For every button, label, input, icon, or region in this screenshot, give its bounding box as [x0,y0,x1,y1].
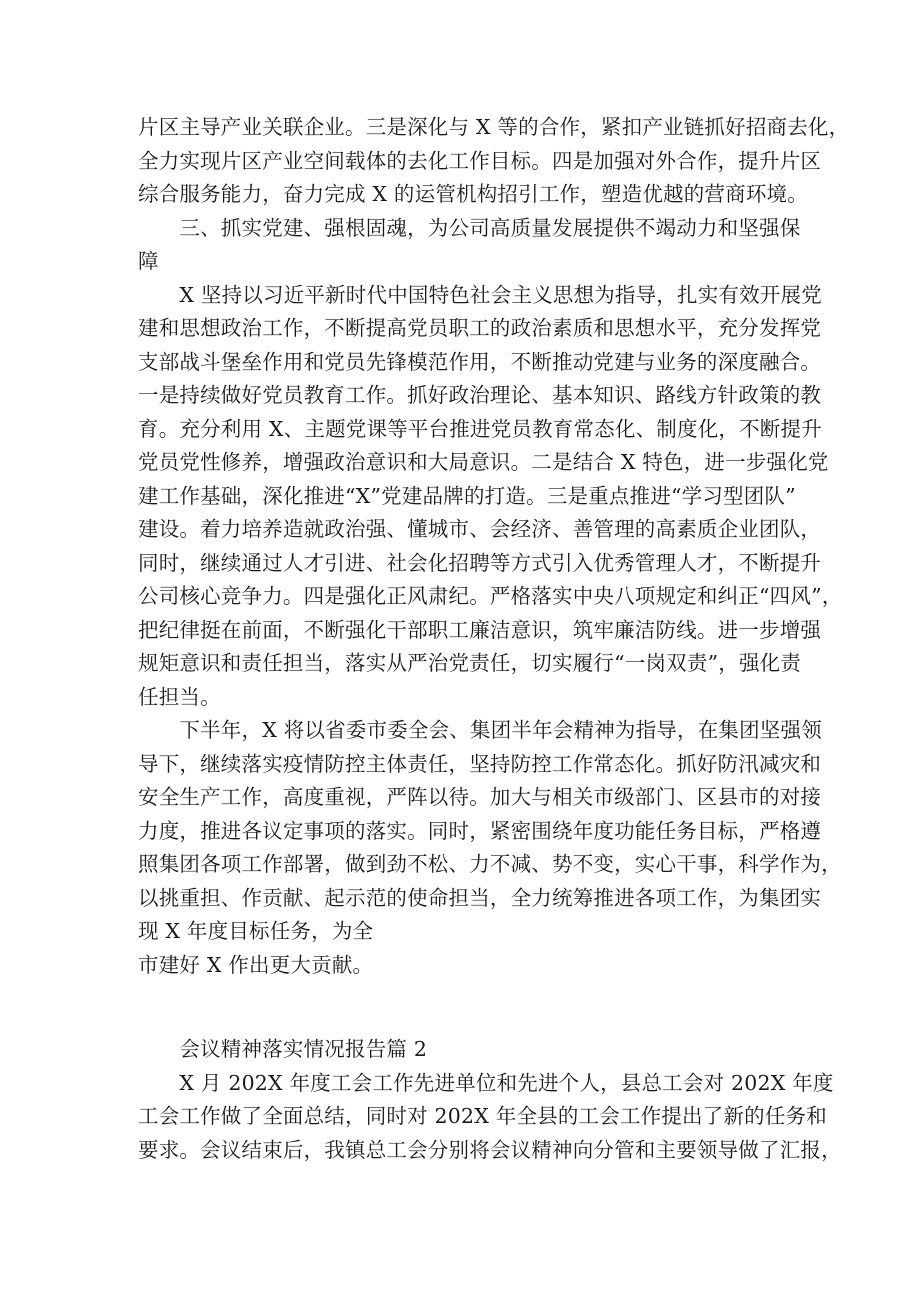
text-line: 要求。会议结束后，我镇总工会分别将会议精神向分管和主要领导做了汇报， [138,1137,842,1162]
text-line: 建和思想政治工作，不断提高党员职工的政治素质和思想水平，充分发挥党 [138,316,822,340]
text-line: 规矩意识和责任担当，落实从严治党责任，切实履行“一岗双责”，强化责 [138,651,802,675]
text-line: 建工作基础，深化推进“X”党建品牌的打造。三是重点推进“学习型团队” [138,483,796,508]
text-line: 任担当。 [138,684,221,709]
text-line: 育。充分利用 X、主题党课等平台推进党员教育常态化、制度化，不断提升 [138,416,822,441]
document-body-part1 [138,111,850,982]
document-body-part2 [138,1033,842,1167]
text-line: 下半年，X 将以省委市委全会、集团半年会精神为指导，在集团坚强领 [138,718,822,742]
text-line: 综合服务能力，奋力完成 X 的运管机构招引工作，塑造优越的营商环境。 [138,182,808,206]
text-line: 把纪律挺在前面，不断强化干部职工廉洁意识，筑牢廉洁防线。进一步增强 [138,617,822,642]
report-title: 会议精神落实情况报告篇 2 [138,1037,428,1061]
text-line: 安全生产工作，高度重视，严阵以待。加大与相关市级部门、区县市的对接 [138,785,822,809]
text-line: 片区主导产业关联企业。三是深化与 X 等的合作，紧扣产业链抓好招商去化， [138,115,850,139]
text-line: 支部战斗堡垒作用和党员先锋模范作用，不断推动党建与业务的深度融合。 [138,349,822,374]
text-line: 照集团各项工作部署，做到劲不松、力不减、势不变，实心干事，科学作为， [138,852,842,876]
text-line: 导下，继续落实疫情防控主体责任，坚持防控工作常态化。抓好防汛减灾和 [138,751,822,776]
text-line: X 月 202X 年度工会工作先进单位和先进个人，县总工会对 202X 年度 [138,1070,834,1095]
text-line: 现 X 年度目标任务，为全 [138,919,374,943]
text-line: 建设。着力培养造就政治强、懂城市、会经济、善管理的高素质企业团队， [138,517,822,541]
text-line: 党员党性修养，增强政治意识和大局意识。二是结合 X 特色，进一步强化党 [138,450,829,474]
text-line: 力度，推进各议定事项的落实。同时，紧密围绕年度功能任务目标，严格遵 [138,818,822,843]
text-line: 以挑重担、作贡献、起示范的使命担当，全力统筹推进各项工作，为集团实 [138,885,822,910]
text-line: 市建好 X 作出更大贡献。 [138,952,374,977]
section-heading: 障 [138,249,159,273]
text-line: 全力实现片区产业空间载体的去化工作目标。四是加强对外合作，提升片区 [138,148,822,173]
text-line: X 坚持以习近平新时代中国特色社会主义思想为指导，扎实有效开展党 [138,282,822,307]
text-line: 一是持续做好党员教育工作。抓好政治理论、基本知识、路线方针政策的教 [138,383,822,407]
text-line: 工会工作做了全面总结，同时对 202X 年全县的工会工作提出了新的任务和 [138,1104,827,1128]
section-heading: 三、抓实党建、强根固魂，为公司高质量发展提供不竭动力和坚强保 [138,215,801,240]
text-line: 同时，继续通过人才引进、社会化招聘等方式引入优秀管理人才，不断提升 [138,550,822,575]
text-line: 公司核心竞争力。四是强化正风肃纪。严格落实中央八项规定和纠正“四风”， [138,584,843,608]
